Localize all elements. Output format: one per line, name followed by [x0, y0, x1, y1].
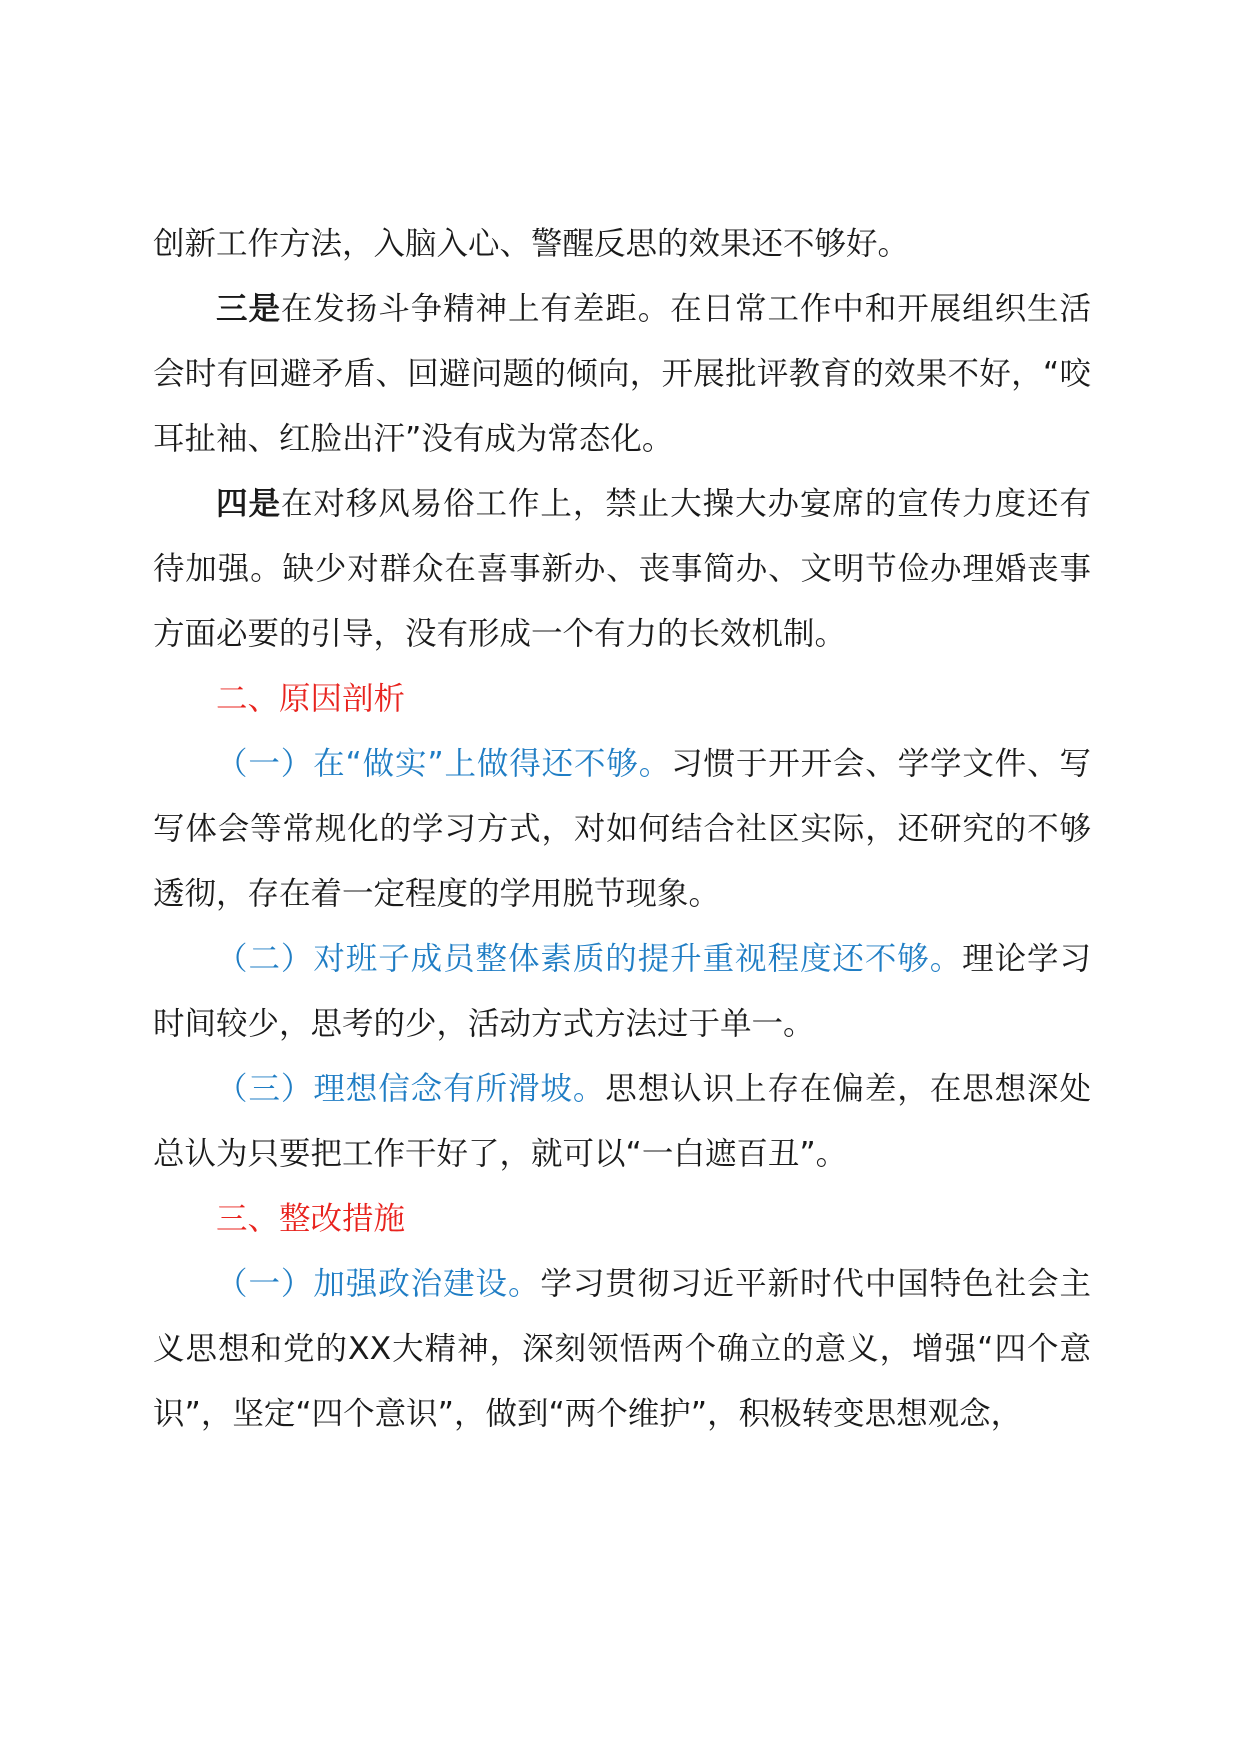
paragraph-measure-one	[153, 1252, 1091, 1447]
subheading-lead: （二）对班子成员整体素质的提升重视程度还不够。	[216, 941, 963, 977]
section-heading-cause-analysis	[153, 667, 1091, 732]
paragraph-cause-one	[153, 732, 1091, 927]
paragraph-text: 思想认识上存在偏差，在思想深处总认为只要把工作干好了，就可以“一白遮百丑”。	[153, 1071, 1091, 1172]
section-heading-rectification	[153, 1187, 1091, 1252]
paragraph-text: 学习贯彻习近平新时代中国特色社会主义思想和党的XX大精神，深刻领悟两个确立的意义，增强“四个意识”，坚定“四个意识”，做到“两个维护”，积极转变思想观念，	[153, 1266, 1091, 1432]
section-heading-text: 三、整改措施	[216, 1201, 406, 1237]
paragraph-text: 习惯于开开会、学学文件、写写体会等常规化的学习方式，对如何结合社区实际，还研究的不够透彻，存在着一定程度的学用脱节现象。	[153, 746, 1091, 912]
paragraph-text: 理论学习时间较少，思考的少，活动方式方法过于单一。	[153, 941, 1091, 1042]
paragraph-point-four	[153, 472, 1091, 667]
section-heading-text: 二、原因剖析	[216, 681, 406, 717]
paragraph-lead: 四是	[216, 486, 281, 522]
paragraph-text: 在发扬斗争精神上有差距。在日常工作中和开展组织生活会时有回避矛盾、回避问题的倾向，开展批评教育的效果不好，“咬耳扯袖、红脸出汗”没有成为常态化。	[153, 291, 1091, 457]
paragraph-cause-two	[153, 927, 1091, 1057]
paragraph-continuation	[153, 212, 1091, 277]
paragraph-lead: 三是	[216, 291, 281, 327]
subheading-lead: （一）在“做实”上做得还不够。	[216, 746, 672, 782]
paragraph-text: 在对移风易俗工作上，禁止大操大办宴席的宣传力度还有待加强。缺少对群众在喜事新办、丧事简办、文明节俭办理婚丧事方面必要的引导，没有形成一个有力的长效机制。	[153, 486, 1091, 652]
paragraph-cause-three	[153, 1057, 1091, 1187]
paragraph-point-three	[153, 277, 1091, 472]
document-page	[153, 212, 1091, 1447]
paragraph-text: 创新工作方法，入脑入心、警醒反思的效果还不够好。	[153, 226, 910, 262]
subheading-lead: （三）理想信念有所滑坡。	[216, 1071, 606, 1107]
subheading-lead: （一）加强政治建设。	[216, 1266, 541, 1302]
